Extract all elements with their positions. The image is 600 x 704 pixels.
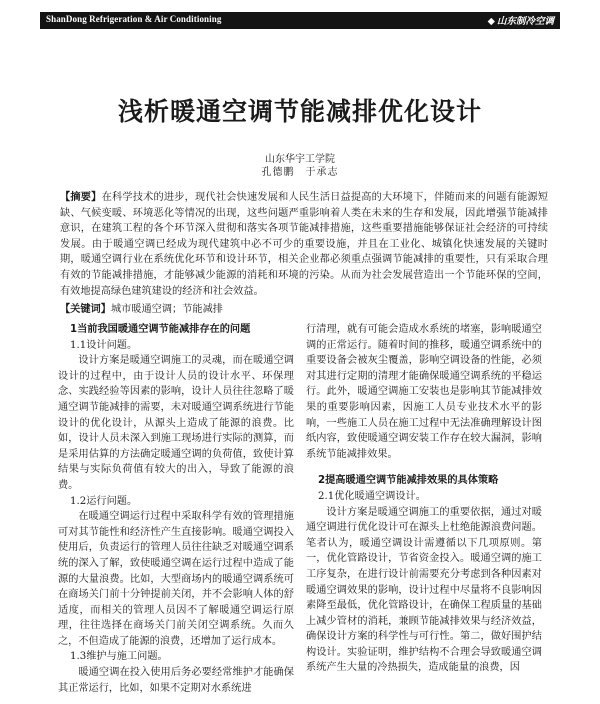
section-spacer: [306, 462, 542, 473]
section-1-1-heading: 1.1设计问题。: [70, 339, 138, 351]
abstract-label: 【摘要】: [60, 192, 102, 203]
section-1-heading: 1当前我国暖通空调节能减排存在的问题: [70, 324, 251, 335]
section-1-3-paragraph: 暖通空调在投入使用后务必要经常维护才能确保其正常运行，比如，如果不定期对水系统进: [58, 667, 294, 694]
body-column-left: [58, 322, 294, 696]
author-names: 孔德鹏 于承志: [261, 167, 339, 178]
section-1-2-heading: 1.2运行问题。: [70, 495, 138, 507]
abstract-block: [60, 190, 548, 299]
journal-name-english: ShanDong Refrigeration & Air Conditioning: [46, 14, 222, 24]
section-1-1-paragraph: 设计方案是暖通空调施工的灵魂，而在暖通空调设计的过程中，由于设计人员的设计水平、环保理念、实践经验等因素的影响，设计人员往往忽略了暖通空调节能减排的需要，未对暖通空调系统进行节能设计的优化设计，从源头上造成了能源的浪费。比如，设计人员未深入到施工现场进行实际的测算，而是采用估算的方法确定暖通空调的负荷值，致使计算结果与实际负荷值有较大的出入，导致了能源的浪费。: [58, 355, 294, 491]
section-1-2-paragraph: 在暖通空调运行过程中采取科学有效的管理措施可对其节能性和经济性产生直接影响。暖通空调投入使用后，负责运行的管理人员往往缺乏对暖通空调系统的深入了解，致使暖通空调在运行过程中造成了能源的大量浪费。比如，大型商场内的暖通空调系统可在商场关门前十分钟提前关闭，并不会影响人体的舒适度，而相关的管理人员因不了解暖通空调运行原理，往往选择在商场关门前关闭空调系统。久而久之，不但造成了能源的浪费，还增加了运行成本。: [58, 511, 294, 647]
body-column-right: [306, 322, 542, 676]
abstract-text: 在科学技术的进步，现代社会快速发展和人民生活日益提高的大环境下，伴随而来的问题有能源短缺、气候变暖、环境恶化等情况的出现，这些问题严重影响着人类在未来的生存和发展，因此增强节能减排意识，在建筑工程的各个环节深入贯彻和落实各项节能减排措施，这些重要措施能够保证社会经济的可持续发展。由于暖通空调已经成为现代建筑中必不可少的重要设施，并且在工业化、城镇化快速发展的关键时期，暖通空调行业在系统优化环节和设计环节，相关企业都必须重点强调节能减排的重要性，只有采取合理有效的节能减排措施，才能够减少能源的消耗和环境的污染。从而为社会发展营造出一个节能环保的空间，有效地提高绿色建筑建设的经济和社会效益。: [60, 192, 549, 297]
section-1-3-heading: 1.3维护与施工问题。: [70, 651, 168, 663]
section-2-1-paragraph: 设计方案是暖通空调施工的重要依据，通过对暖通空调进行优化设计可在源头上杜绝能源浪费问题。笔者认为，暖通空调设计需遵循以下几项原则。第一，优化管路设计，节省资金投入。暖通空调的施工工序复杂，在进行设计前需要充分考虑到各种因素对暖通空调效果的影响，设计过程中尽量将不良影响因素降至最低，优化管路设计，在确保工程质量的基础上减少管材的消耗，兼顾节能减排效果与经济效益，确保设计方案的科学性与可行性。第二，做好围护结构设计。实验证明，维护结构不合理会导致暖通空调系统产生大量的冷热损失，造成能量的浪费，因: [306, 506, 542, 674]
section-2-1-heading: 2.1优化暖通空调设计。: [318, 490, 426, 502]
journal-header-band: [40, 12, 560, 29]
journal-name-chinese-text: 山东制冷空调: [496, 16, 554, 27]
keywords-text: 城市暖通空调；节能减排: [110, 304, 223, 315]
article-title: 浅析暖通空调节能减排优化设计: [117, 97, 482, 126]
section-2-heading: 2提高暖通空调节能减排效果的具体策略: [318, 475, 499, 487]
diamond-icon: ◆: [487, 16, 495, 27]
keywords-block: [60, 300, 548, 315]
keywords-label: 【关键词】: [60, 304, 111, 315]
author-affiliation: 山东华宇工学院: [265, 154, 335, 165]
section-1-3-continuation: 行清理，就有可能会造成水系统的堵塞，影响暖通空调的正常运行。随着时间的推移，暖通空调系统中的重要设备会被灰尘覆盖，影响空调设备的性能，必须对其进行定期的清理才能确保暖通空调系统的平稳运行。此外，暖通空调施工安装也是影响其节能减排效果的重要影响因素，因施工人员专业技术水平的影响，一些施工人员在施工过程中无法准确理解设计图纸内容，致使暖通空调安装工作存在较大漏洞，影响系统节能减排效果。: [306, 324, 542, 460]
journal-name-chinese: [488, 13, 554, 27]
